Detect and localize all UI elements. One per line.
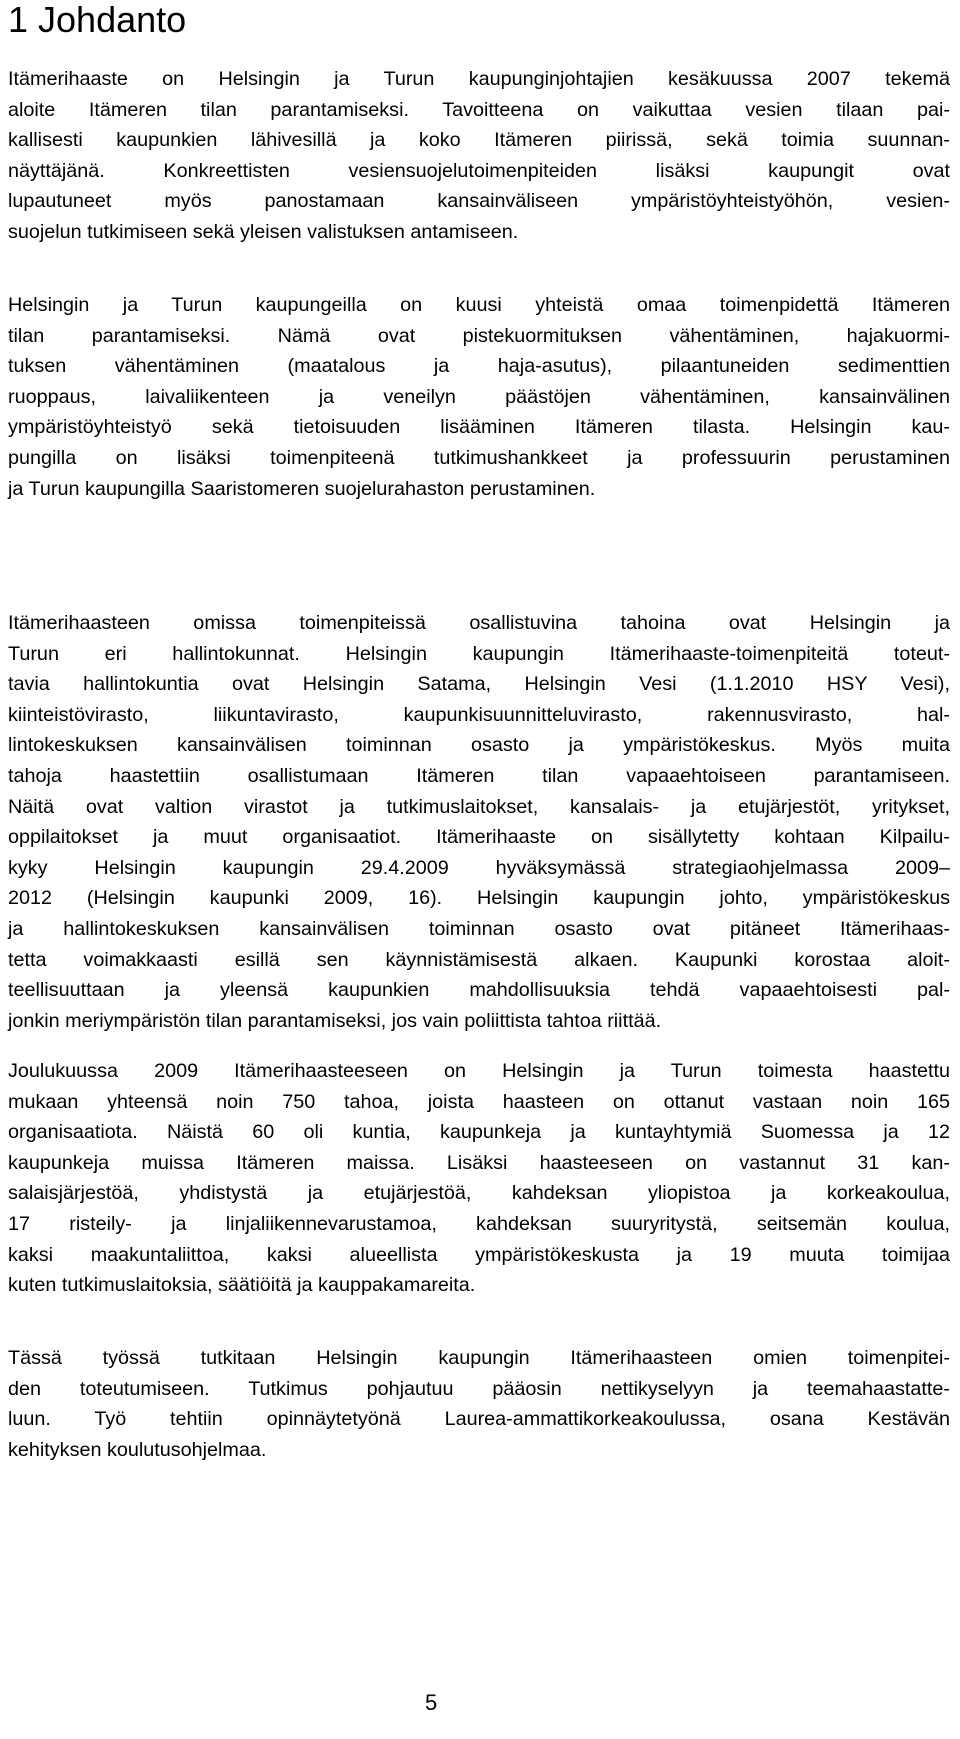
text-line: Tässä työssä tutkitaan Helsingin kaupungin Itämerihaasteen omien toimenpitei- xyxy=(8,1347,950,1369)
text-line: ympäristöyhteistyö sekä tietoisuuden lisääminen Itämeren tilasta. Helsingin kau- xyxy=(8,416,950,439)
text-line: pungilla on lisäksi toimenpiteenä tutkimushankkeet ja professuurin perustaminen xyxy=(8,446,950,469)
text-line: organisaatiota. Näistä 60 oli kuntia, kaupunkeja ja kuntayhtymiä Suomessa ja 12 xyxy=(8,1121,950,1144)
text-line: den toteutumiseen. Tutkimus pohjautuu pääosin nettikyselyyn ja teemahaastatte- xyxy=(8,1377,950,1400)
text-line: Itämerihaaste on Helsingin ja Turun kaupunginjohtajien kesäkuussa 2007 tekemä xyxy=(8,68,950,90)
text-line: Näitä ovat valtion virastot ja tutkimuslaitokset, kansalais- ja etujärjestöt, yritykset, xyxy=(8,795,950,818)
text-line: näyttäjänä. Konkreettisten vesiensuojelutoimenpiteiden lisäksi kaupungit ovat xyxy=(8,159,950,182)
text-line: Itämerihaasteen omissa toimenpiteissä osallistuvina tahoina ovat Helsingin ja xyxy=(8,612,950,634)
text-line: kaksi maakuntaliittoa, kaksi alueellista ympäristökeskusta ja 19 muuta toimijaa xyxy=(8,1243,950,1266)
text-line: oppilaitokset ja muut organisaatiot. Itämerihaaste on sisällytetty kohtaan Kilpailu- xyxy=(8,826,950,849)
text-line: tetta voimakkaasti esillä sen käynnistämisestä alkaen. Kaupunki korostaa aloit- xyxy=(8,948,950,971)
text-line: tavia hallintokuntia ovat Helsingin Satama, Helsingin Vesi (1.1.2010 HSY Vesi), xyxy=(8,673,950,696)
text-line: kyky Helsingin kaupungin 29.4.2009 hyväksymässä strategiaohjelmassa 2009– xyxy=(8,856,950,879)
text-line: kallisesti kaupunkien lähivesillä ja koko Itämeren piirissä, sekä toimia suunnan- xyxy=(8,129,950,152)
text-line: kehityksen koulutusohjelmaa. xyxy=(8,1438,267,1461)
text-line: 17 risteily- ja linjaliikennevarustamoa, kahdeksan suuryritystä, seitsemän koulua, xyxy=(8,1212,950,1235)
text-line: Turun eri hallintokunnat. Helsingin kaupungin Itämerihaaste-toimenpiteitä toteut- xyxy=(8,642,950,665)
text-line: lintokeskuksen kansainvälisen toiminnan osasto ja ympäristökeskus. Myös muita xyxy=(8,734,950,757)
text-line: jonkin meriympäristön tilan parantamiseksi, jos vain poliittista tahtoa riittää. xyxy=(8,1009,662,1032)
text-line: mukaan yhteensä noin 750 tahoa, joista haasteen on ottanut vastaan noin 165 xyxy=(8,1090,950,1113)
text-line: Joulukuussa 2009 Itämerihaasteeseen on Helsingin ja Turun toimesta haastettu xyxy=(8,1060,950,1082)
text-line: suojelun tutkimiseen sekä yleisen valistuksen antamiseen. xyxy=(8,220,519,243)
paragraph-4 xyxy=(8,1056,950,1301)
text-line: ruoppaus, laivaliikenteen ja veneilyn päästöjen vähentäminen, kansainvälinen xyxy=(8,385,950,408)
text-line: ja Turun kaupungilla Saaristomeren suojelurahaston perustaminen. xyxy=(8,477,596,500)
text-line: Helsingin ja Turun kaupungeilla on kuusi yhteistä omaa toimenpidettä Itämeren xyxy=(8,294,950,316)
page-number: 5 xyxy=(425,1690,438,1715)
text-line: 2012 (Helsingin kaupunki 2009, 16). Helsingin kaupungin johto, ympäristökeskus xyxy=(8,887,950,910)
chapter-heading: 1 Johdanto xyxy=(8,0,187,40)
paragraph-3 xyxy=(8,608,950,1036)
text-line: kaupunkeja muissa Itämeren maissa. Lisäksi haasteeseen on vastannut 31 kan- xyxy=(8,1151,950,1174)
text-line: kiinteistövirasto, liikuntavirasto, kaupunkisuunnitteluvirasto, rakennusvirasto, hal- xyxy=(8,703,950,726)
text-line: ja hallintokeskuksen kansainvälisen toiminnan osasto ovat pitäneet Itämerihaas- xyxy=(8,917,950,940)
text-line: tahoja haastettiin osallistumaan Itämeren tilan vapaaehtoiseen parantamiseen. xyxy=(8,764,950,787)
text-line: tilan parantamiseksi. Nämä ovat pistekuormituksen vähentäminen, hajakuormi- xyxy=(8,324,950,347)
text-line: lupautuneet myös panostamaan kansainväliseen ympäristöyhteistyöhön, vesien- xyxy=(8,190,950,213)
paragraph-2 xyxy=(8,290,950,504)
text-line: teellisuuttaan ja yleensä kaupunkien mahdollisuuksia tehdä vapaaehtoisesti pal- xyxy=(8,979,950,1002)
paragraph-5 xyxy=(8,1343,950,1465)
text-line: salaisjärjestöä, yhdistystä ja etujärjestöä, kahdeksan yliopistoa ja korkeakoulua, xyxy=(8,1182,950,1205)
text-line: kuten tutkimuslaitoksia, säätiöitä ja kauppakamareita. xyxy=(8,1274,476,1297)
text-line: luun. Työ tehtiin opinnäytetyönä Laurea-ammattikorkeakoulussa, osana Kestävän xyxy=(8,1408,950,1431)
text-line: tuksen vähentäminen (maatalous ja haja-asutus), pilaantuneiden sedimenttien xyxy=(8,355,950,378)
text-line: aloite Itämeren tilan parantamiseksi. Tavoitteena on vaikuttaa vesien tilaan pai- xyxy=(8,98,950,121)
paragraph-1 xyxy=(8,64,950,248)
